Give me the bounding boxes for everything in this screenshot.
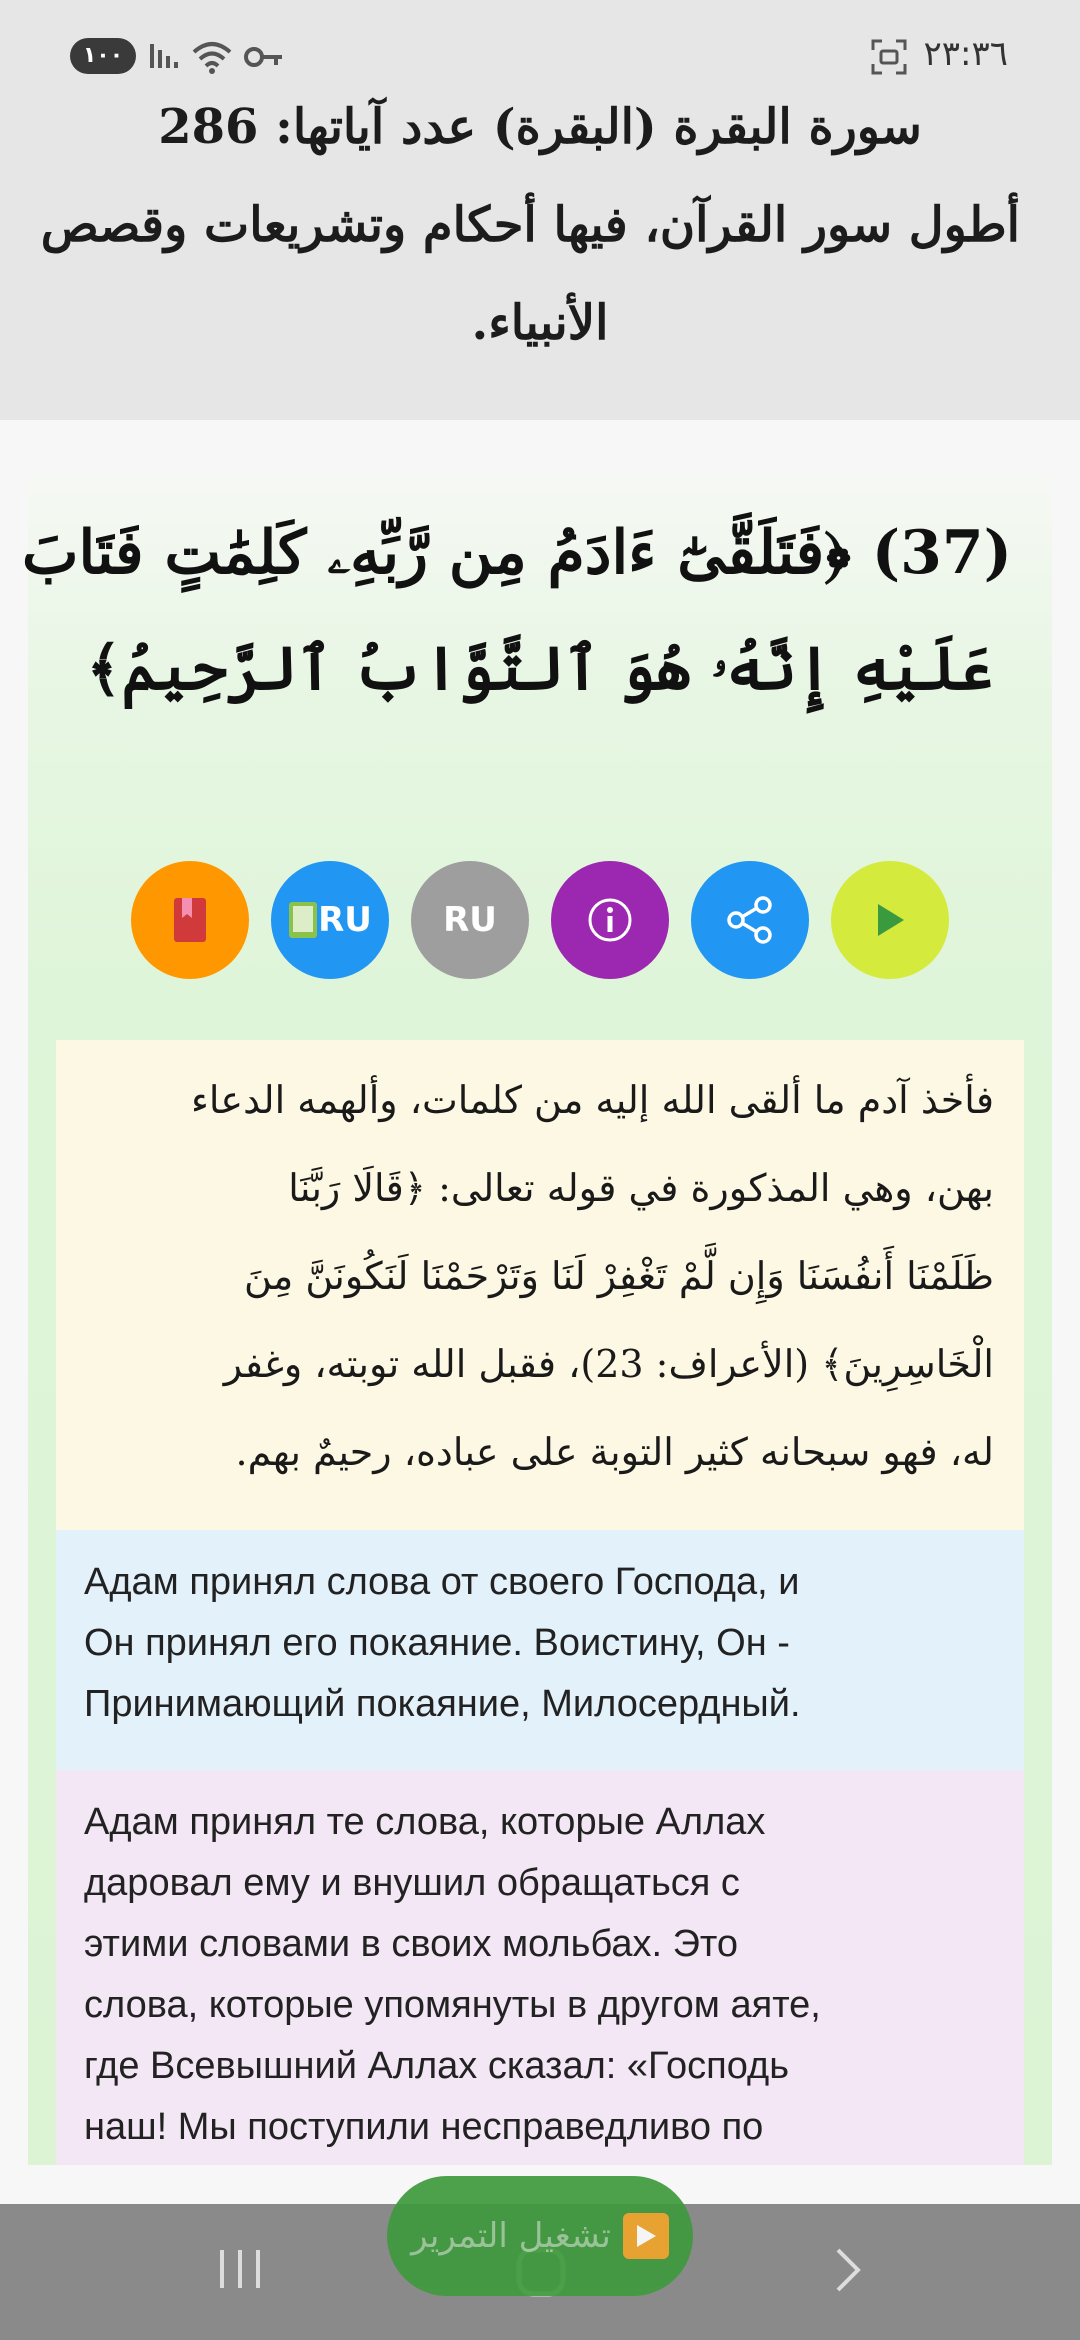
auto-scroll-button[interactable] (387, 2176, 693, 2296)
russian-translation-button[interactable] (411, 861, 529, 979)
ayah-line: عَلَيْهِ إِنَّهُۥ هُوَ ٱلتَّوَّابُ ٱلرَّحِيمُ﴾ (86, 634, 994, 704)
surah-info-line: أطول سور القرآن، فيها أحكام وتشريعات وقصص (40, 197, 1020, 253)
translation-line: слова, которые упомянуты в другом аяте, (84, 1984, 821, 2026)
vpn-key-icon (244, 44, 284, 74)
russian-book-button[interactable] (271, 861, 389, 979)
ru-label: RU (443, 900, 497, 940)
ayah-text[interactable] (22, 495, 1012, 727)
translation-russian-short (56, 1530, 1024, 1770)
battery-indicator: ١٠٠ (70, 38, 136, 74)
translation-line: наш! Мы поступили несправедливо по (84, 2106, 764, 2148)
ayah-line: (37) ﴿فَتَلَقَّىٰٓ ءَادَمُ مِن رَّبِّهِۦ كَلِمَٰتٍ فَتَابَ (22, 518, 1012, 588)
translation-line: даровал ему и внушил обращаться с (84, 1862, 740, 1904)
book-icon (288, 901, 318, 939)
tafsir-line: فأخذ آدم ما ألقى الله إليه من كلمات، وألهمه الدعاء (190, 1078, 994, 1122)
bookmark-button[interactable] (131, 861, 249, 979)
signal-icon (148, 40, 188, 76)
ayah-actions (28, 861, 1052, 981)
translation-line: Он принял его покаяние. Воистину, Он - (84, 1622, 790, 1664)
surah-description (40, 78, 1020, 372)
tafsir-line: ظَلَمْنَا أَنفُسَنَا وَإِن لَّمْ تَغْفِرْ لَنَا وَتَرْحَمْنَا لَنَكُونَنَّ مِنَ (243, 1254, 994, 1298)
info-icon (585, 895, 635, 945)
translation-line: Адам принял те слова, которые Аллах (84, 1801, 766, 1843)
translation-line: Адам принял слова от своего Господа, и (84, 1561, 800, 1603)
tafsir-line: بهن، وهي المذكورة في قوله تعالى: ﴿قَالَا رَبَّنَا (288, 1166, 994, 1210)
screenshot-icon (870, 38, 908, 80)
translation-line: где Всевышний Аллах сказал: «Господь (84, 2045, 790, 2087)
bookmark-icon (172, 896, 208, 944)
back-button[interactable] (828, 2244, 868, 2300)
wifi-icon (190, 38, 234, 80)
translation-line: этими словами в своих мольбах. Это (84, 1923, 739, 1965)
play-icon (872, 900, 908, 940)
status-time: ٢٣:٣٦ (923, 34, 1008, 74)
tafsir-line: له، فهو سبحانه كثير التوبة على عباده، رحيمٌ بهم. (235, 1430, 994, 1474)
auto-scroll-label: تشغيل التمرير (411, 2216, 611, 2256)
surah-header (0, 0, 1080, 420)
ayah-card (22, 475, 1052, 2165)
translation-russian-tafsir (56, 1770, 1024, 2165)
recents-icon (214, 2244, 266, 2294)
chevron-right-icon (828, 2244, 868, 2296)
share-icon (723, 893, 777, 947)
surah-info-line: سورة البقرة (البقرة) عدد آياتها: 286 (158, 99, 922, 155)
tafsir-line: الْخَاسِرِينَ﴾ (الأعراف: 23)، فقبل الله توبته، وغفر (223, 1342, 994, 1386)
ru-label: RU (318, 900, 372, 940)
tafsir-arabic (56, 1040, 1024, 1530)
share-button[interactable] (691, 861, 809, 979)
info-button[interactable] (551, 861, 669, 979)
surah-info-line: الأنبياء. (471, 295, 609, 351)
play-audio-button[interactable] (831, 861, 949, 979)
translation-line: Принимающий покаяние, Милосердный. (84, 1683, 801, 1725)
status-bar (0, 32, 1080, 82)
recents-button[interactable] (214, 2244, 266, 2298)
play-badge-icon (623, 2213, 669, 2259)
